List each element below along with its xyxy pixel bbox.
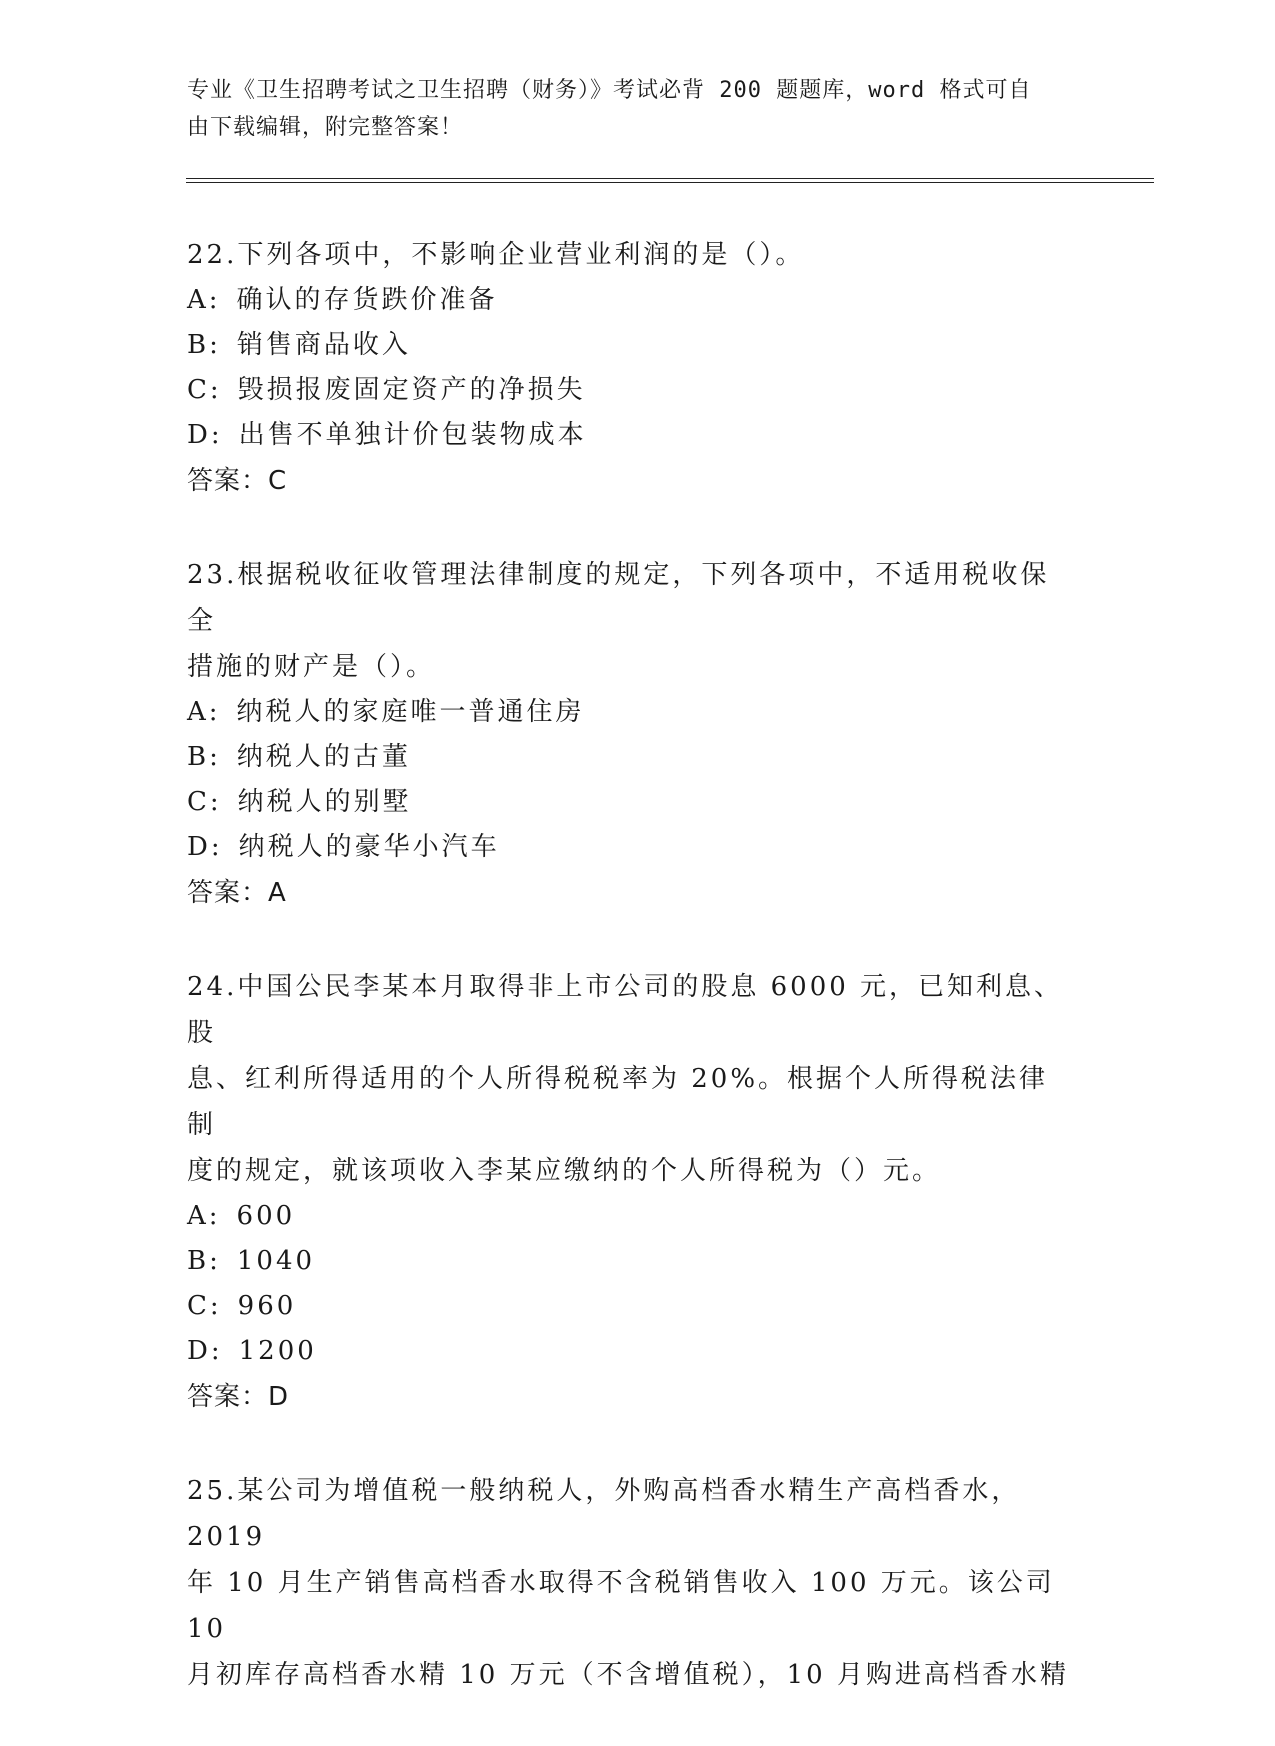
question-stem: 23.根据税收征收管理法律制度的规定，下列各项中，不适用税收保全 [187,560,1050,636]
option-text: 纳税人的古董 [236,742,411,772]
option-letter: D: [187,832,223,862]
option-b [187,735,1077,780]
option-letter: A: [187,697,221,727]
option-letter: C: [187,1291,222,1321]
option-letter: D: [187,420,223,450]
option-text: 出售不单独计价包装物成本 [238,420,587,450]
option-text: 纳税人的别墅 [237,787,412,817]
question-stem: 度的规定，就该项收入李某应缴纳的个人所得税为（）元。 [187,1156,942,1186]
option-letter: D: [187,1336,223,1366]
answer-line: 答案：D [187,1382,290,1412]
question-stem: 息、红利所得适用的个人所得税税率为 20%。根据个人所得税法律制 [187,1064,1049,1140]
header-line: 由下载编辑，附完整答案！ [187,115,464,140]
option-c [187,780,1077,825]
question-list [187,232,1077,1746]
option-text: 纳税人的豪华小汽车 [238,832,500,862]
option-c [187,1284,1077,1329]
option-letter: C: [187,787,222,817]
option-b [187,1239,1077,1284]
question-stem: 月初库存高档香水精 10 万元（不含增值税），10 月购进高档香水精 [187,1660,1069,1690]
option-letter: B: [187,742,221,772]
question-22 [187,232,1077,504]
option-text: 纳税人的家庭唯一普通住房 [236,697,585,727]
option-b [187,323,1077,368]
question-23 [187,552,1077,916]
option-c [187,368,1077,413]
option-text: 1040 [236,1246,316,1276]
answer-line: 答案：C [187,466,288,496]
option-text: 销售商品收入 [236,330,411,360]
header-line: 专业《卫生招聘考试之卫生招聘（财务）》考试必背 200 题题库，word 格式可自 [187,78,1032,103]
document-header [187,72,1067,146]
answer-line: 答案：A [187,878,287,908]
option-a [187,690,1077,735]
option-text: 600 [236,1201,296,1231]
option-d [187,413,1077,458]
option-d [187,1329,1077,1374]
header-rule [186,178,1154,179]
option-a [187,1194,1077,1239]
option-text: 960 [237,1291,297,1321]
question-stem: 22.下列各项中，不影响企业营业利润的是（）。 [187,240,805,270]
option-letter: A: [187,285,221,315]
header-rule [186,182,1154,183]
question-stem: 措施的财产是（）。 [187,652,436,682]
option-text: 毁损报废固定资产的净损失 [237,375,586,405]
option-letter: C: [187,375,222,405]
option-a [187,278,1077,323]
question-24 [187,964,1077,1420]
option-text: 确认的存货跌价准备 [236,285,498,315]
question-stem: 25.某公司为增值税一般纳税人，外购高档香水精生产高档香水，2019 [187,1476,1021,1552]
option-d [187,825,1077,870]
option-text: 1200 [238,1336,317,1366]
question-25 [187,1468,1077,1698]
question-stem: 24.中国公民李某本月取得非上市公司的股息 6000 元，已知利息、股 [187,972,1064,1048]
option-letter: B: [187,1246,221,1276]
question-stem: 年 10 月生产销售高档香水取得不含税销售收入 100 万元。该公司 10 [187,1568,1055,1644]
option-letter: B: [187,330,221,360]
option-letter: A: [187,1201,221,1231]
